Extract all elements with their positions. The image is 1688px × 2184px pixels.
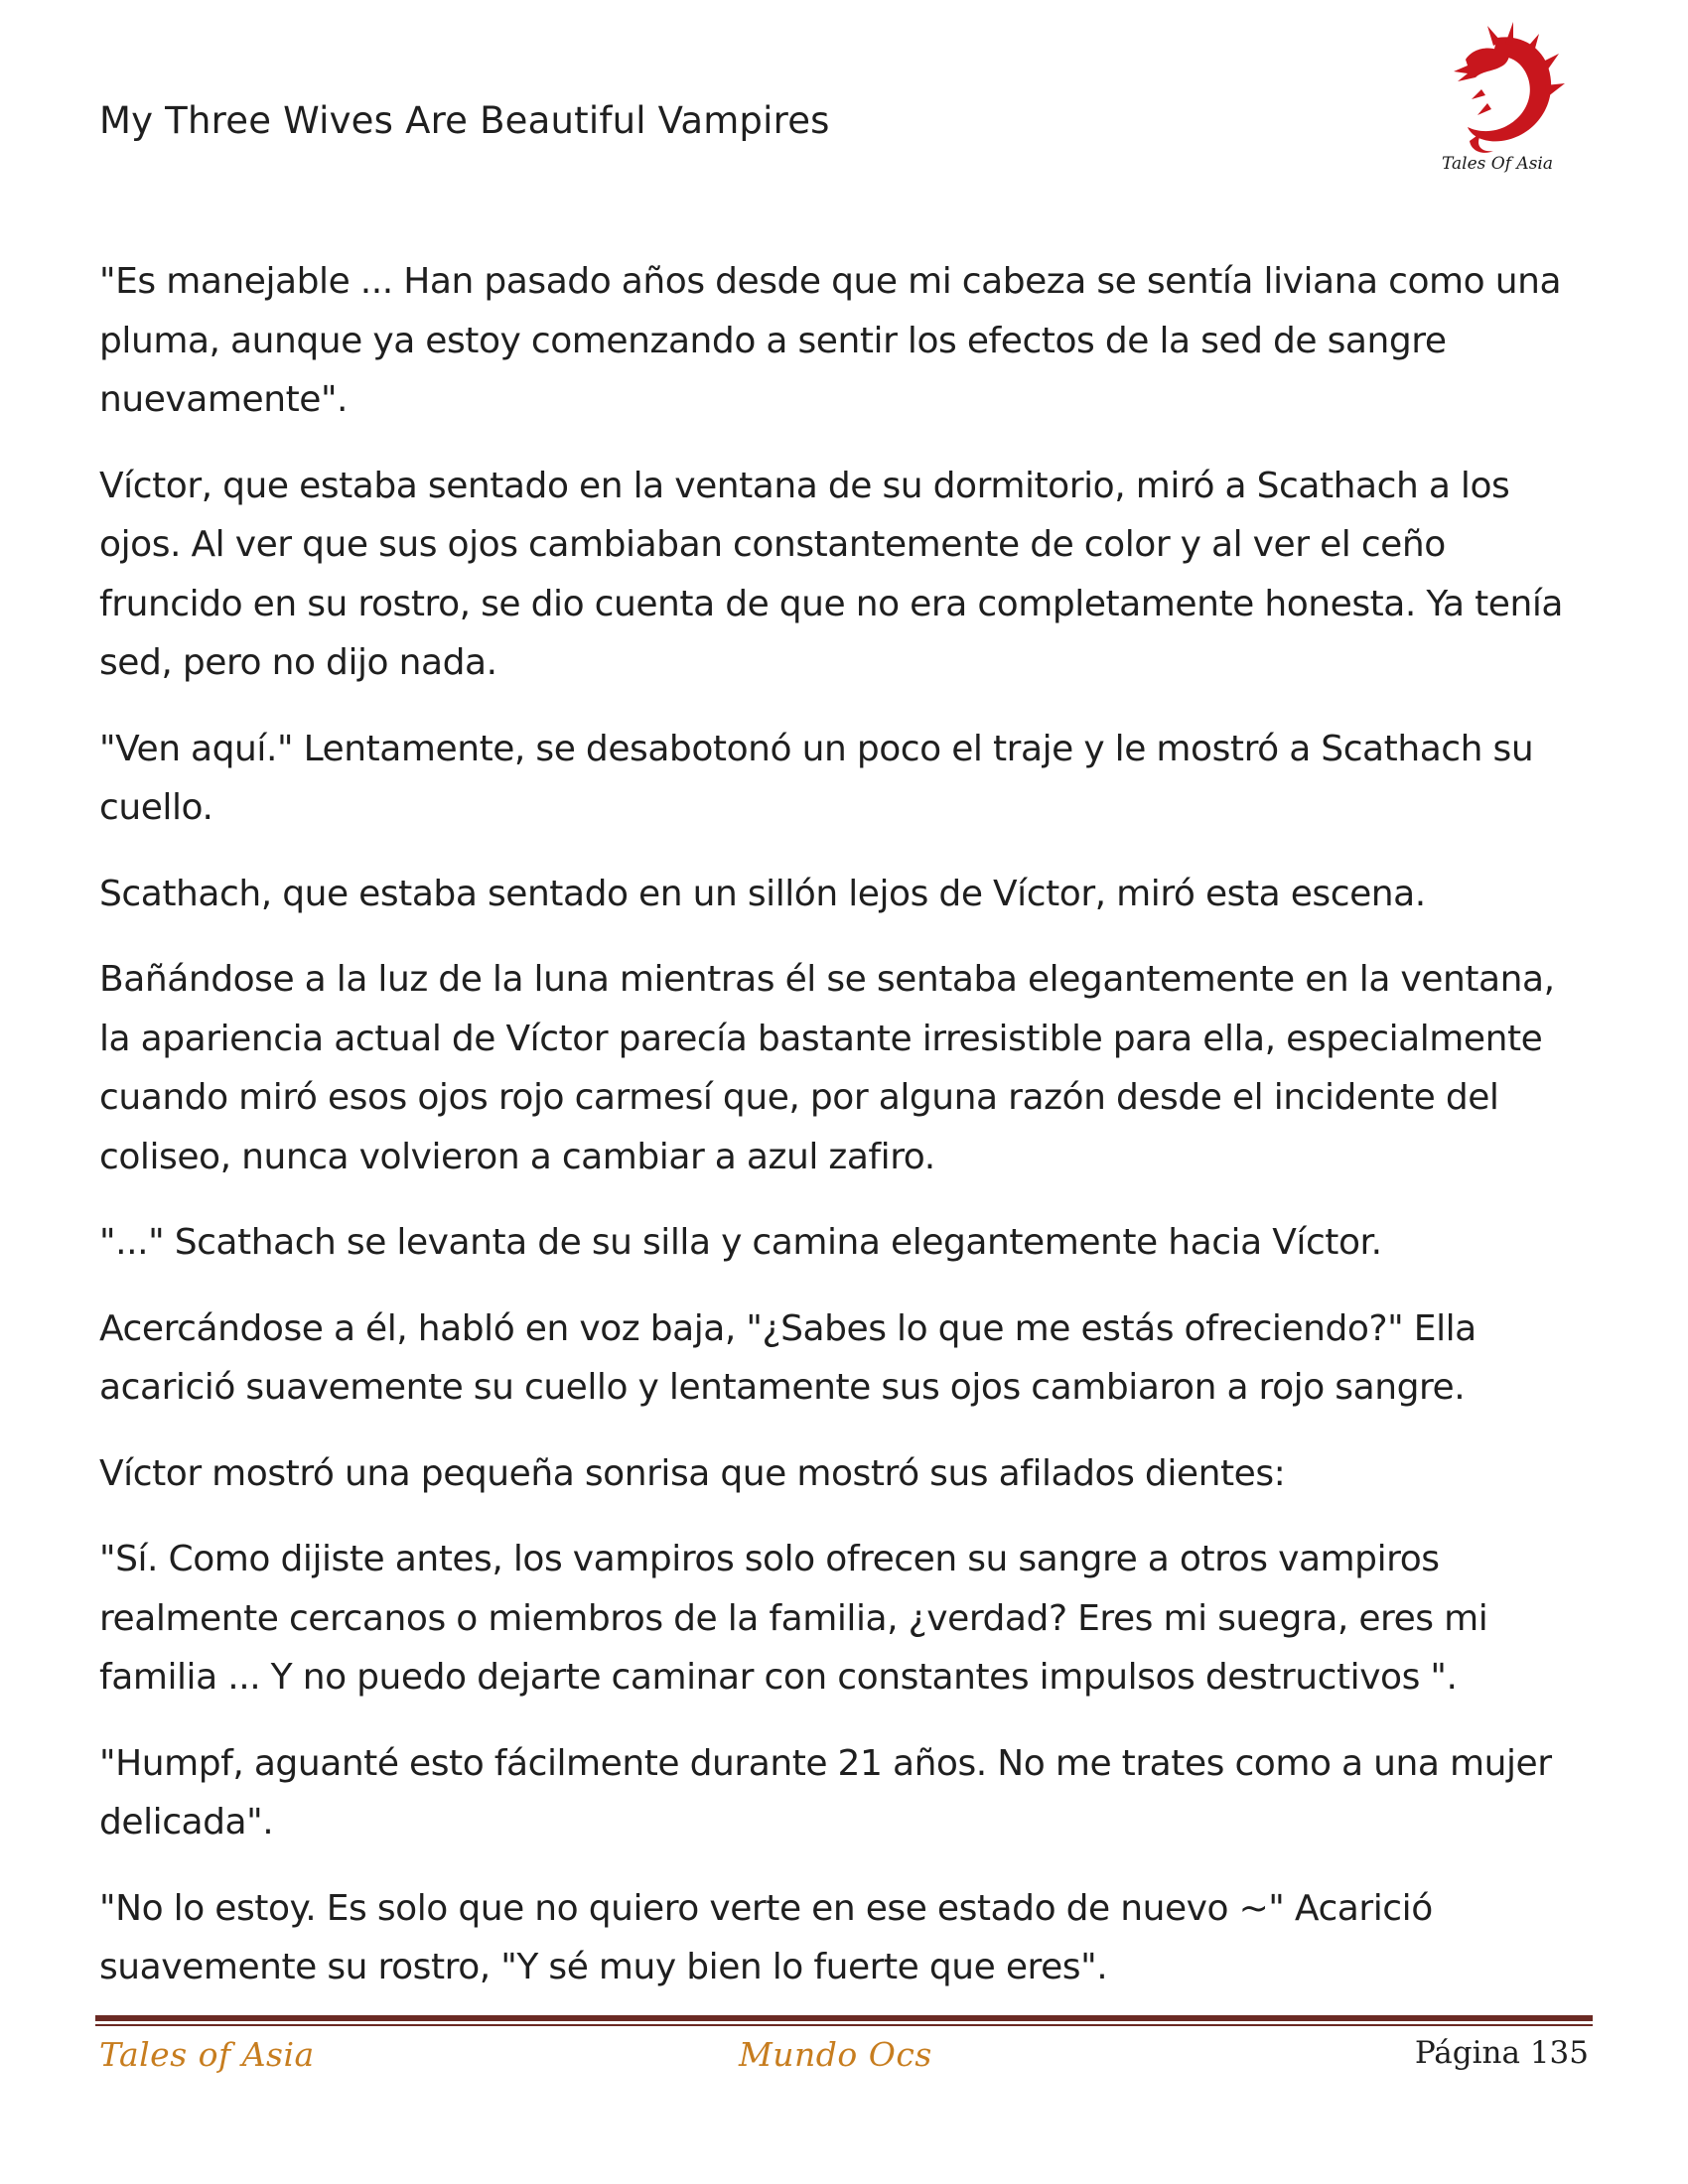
paragraph: "No lo estoy. Es solo que no quiero verte en ese estado de nuevo ~" Acarició suavemente su rostro, "Y sé muy bien lo fuerte que eres". [99,1887,1433,1987]
logo-text: Tales Of Asia [1442,154,1553,174]
paragraph: Víctor, que estaba sentado en la ventana de su dormitorio, miró a Scathach a los ojos. Al ver que sus ojos cambiaban constantemente de color y al ver el ceño fruncido en su rostro, se dio cuenta de que no era completamente honesta. Ya tenía sed, pero no dijo nada. [99,465,1563,683]
paragraph: Scathach, que estaba sentado en un sillón lejos de Víctor, miró esta escena. [99,873,1426,914]
page-number: Página 135 [1414,2035,1589,2071]
document-title: My Three Wives Are Beautiful Vampires [99,99,830,142]
paragraph: Acercándose a él, habló en voz baja, "¿Sabes lo que me estás ofreciendo?" Ella acarició suavemente su cuello y lentamente sus ojos cambiaron a rojo sangre. [99,1307,1477,1408]
paragraph: "Humpf, aguanté esto fácilmente durante 21 años. No me trates como a una mujer delicada". [99,1742,1552,1843]
chapter-body [99,252,1589,2024]
tales-of-asia-logo [1428,20,1567,179]
paragraph: "Ven aquí." Lentamente, se desabotonó un poco el traje y le mostró a Scathach su cuello. [99,728,1534,828]
paragraph: "..." Scathach se levanta de su silla y camina elegantemente hacia Víctor. [99,1222,1382,1263]
paragraph: "Es manejable ... Han pasado años desde que mi cabeza se sentía liviana como una pluma, aunque ya estoy comenzando a sentir los efectos de la sed de sangre nuevamente". [99,261,1562,420]
footer-site-name: Tales of Asia [99,2035,315,2074]
footer-divider-thin [95,2024,1593,2026]
red-dragon-icon [1428,20,1567,179]
paragraph: Víctor mostró una pequeña sonrisa que mostró sus afilados dientes: [99,1452,1286,1494]
footer-section-name: Mundo Ocs [739,2035,932,2074]
footer-divider-thick [95,2015,1593,2021]
footer-divider [95,2015,1593,2026]
paragraph: Bañándose a la luz de la luna mientras él se sentaba elegantemente en la ventana, la apariencia actual de Víctor parecía bastante irresistible para ella, especialmente cuando miró esos ojos rojo carmesí que, por alguna razón desde el incidente del coliseo, nunca volvieron a cambiar a azul zafiro. [99,959,1555,1177]
paragraph: "Sí. Como dijiste antes, los vampiros solo ofrecen su sangre a otros vampiros realmente cercanos o miembros de la familia, ¿verdad? Eres mi suegra, eres mi familia ... Y no puedo dejarte caminar con constantes impulsos destructivos ". [99,1539,1488,1698]
